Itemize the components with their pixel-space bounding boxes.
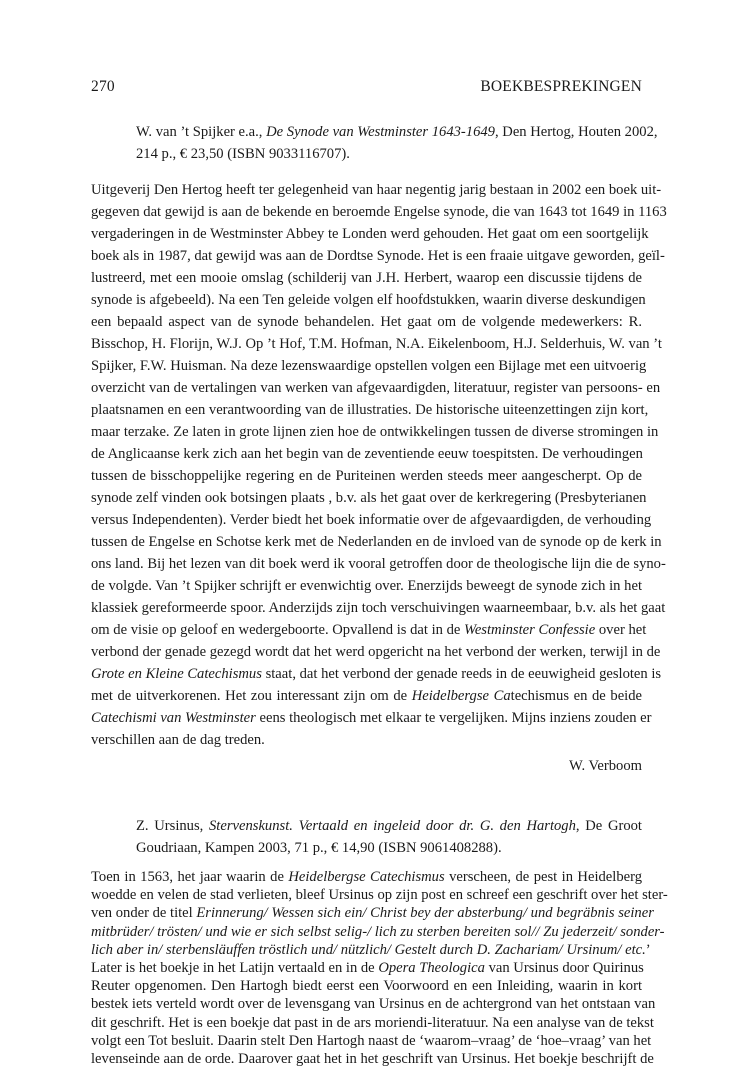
paragraph-line: tussen de Engelse en Schotse kerk met de Nederlanden en de invloed van de synode op de kerk in <box>91 534 662 550</box>
paragraph-line: ven onder de titel Erinnerung/ Wessen sich ein/ Christ bey der absterbung/ und begräbnis seiner <box>91 905 654 922</box>
paragraph-line: plaatsnamen en een verantwoording van de illustraties. De historische uiteenzettingen zijn kort, <box>91 402 649 418</box>
paragraph-line: Grote en Kleine Catechismus staat, dat het verbond der genade reeds in de eeuwigheid gesloten is <box>91 666 662 682</box>
paragraph-line: bestek iets verteld wordt over de levensgang van Ursinus en de achtergrond van het ontstaan van <box>91 996 656 1013</box>
paragraph-line: Spijker, F.W. Huisman. Na deze lezenswaardige opstellen volgen een Bijlage met een uitvoerig <box>91 358 647 374</box>
paragraph-line: Uitgeverij Den Hertog heeft ter gelegenheid van haar negentig jarig bestaan in 2002 een boek uit- <box>91 182 662 198</box>
paragraph-line: woedde en velen de stad verlieten, bleef Ursinus op zijn post en schreef een geschrift over het ster- <box>91 887 668 904</box>
paragraph-line: vergaderingen in de Westminster Abbey te Londen werd gehouden. Het gaat om een soortgelijk <box>91 226 649 242</box>
paragraph-line: maar terzake. Ze laten in grote lijnen zien hoe de ontwikkelingen tussen de diverse stromingen in <box>91 424 659 440</box>
page-number: 270 <box>91 78 115 95</box>
review-1-citation-line: W. van ’t Spijker e.a., De Synode van Westminster 1643-1649, Den Hertog, Houten 2002, <box>136 124 658 140</box>
paragraph-line: verbond der genade gezegd wordt dat het werd opgericht na het verbond der werken, terwijl in de <box>91 644 661 660</box>
paragraph-line: ons land. Bij het lezen van dit boek werd ik vooral getroffen door de theologische lijn die de syno- <box>91 556 666 572</box>
paragraph-line: lich aber in/ sterbensläuffen tröstlich und/ nützlich/ Gestelt durch D. Zachariam/ Ursinum/ etc.’ <box>91 941 651 958</box>
paragraph-line: lustreerd, met een mooie omslag (schilderij van J.H. Herbert, waarop een discussie tijdens de <box>91 270 642 286</box>
paragraph-line: tussen de bisschoppelijke regering en de Puriteinen werden steeds meer aangescherpt. Op de <box>91 468 642 484</box>
paragraph-line: boek als in 1987, dat gewijd was aan de Dordtse Synode. Het is een fraaie uitgave geworden, geïl- <box>91 248 665 264</box>
running-header <box>91 78 642 96</box>
paragraph-line: Bisschop, H. Florijn, W.J. Op ’t Hof, T.M. Hofman, N.A. Eikelenboom, H.J. Selderhuis, W. van ’t <box>91 336 662 352</box>
paragraph-line: dit geschrift. Het is een boekje dat past in de ars moriendi-literatuur. Na een analyse van de tekst <box>91 1014 654 1031</box>
section-title: BOEKBESPREKINGEN <box>480 78 642 95</box>
paragraph-line: levenseinde aan de orde. Daarover gaat het in het geschrift van Ursinus. Het boekje beschrijft de <box>91 1051 654 1067</box>
reviewer-signature: W. Verboom <box>569 758 642 774</box>
paragraph-line: Later is het boekje in het Latijn vertaald en in de Opera Theologica van Ursinus door Quirinus <box>91 960 644 976</box>
paragraph-line: gegeven dat gewijd is aan de bekende en beroemde Engelse synode, die van 1643 tot 1649 in 1163 <box>91 204 667 220</box>
paragraph-line: volgt een Tot besluit. Daarin stelt Den Hartogh naast de ‘waarom–vraag’ de ‘hoe–vraag’ van het <box>91 1032 652 1049</box>
paragraph-line: Reuter opgenomen. Den Hartogh biedt eerst een Voorwoord en een Inleiding, waarin in kort <box>91 978 642 995</box>
paragraph-line: versus Independenten). Verder biedt het boek informatie over de afgevaardigden, de verhouding <box>91 512 652 528</box>
paragraph-line: de Anglicaanse kerk zich aan het begin van de zeventiende eeuw toespitsten. De verhoudingen <box>91 446 643 462</box>
review-2-citation-line: Z. Ursinus, Stervenskunst. Vertaald en ingeleid door dr. G. den Hartogh, De Groot <box>136 818 642 834</box>
paragraph-line: overzicht van de vertalingen van werken van afgevaardigden, literatuur, register van persoons- en <box>91 380 661 396</box>
paragraph-line: Catechismi van Westminster eens theologisch met elkaar te vergelijken. Mijns inziens zouden er <box>91 710 652 726</box>
paragraph-line: om de visie op geloof en wedergeboorte. Opvallend is dat in de Westminster Confessie over het <box>91 622 647 638</box>
paragraph-line: de volgde. Van ’t Spijker schrijft er evenwichtig over. Enerzijds beweegt de synode zich in het <box>91 578 642 594</box>
review-2-citation-line: Goudriaan, Kampen 2003, 71 p., € 14,90 (ISBN 9061408288). <box>136 840 502 856</box>
paragraph-line: mitbrüder/ trösten/ und wie er sich selbst selig-/ lich zu sterben bereiten sol// Zu jederzeit/ sonder- <box>91 923 665 940</box>
paragraph-line: verschillen aan de dag treden. <box>91 732 265 748</box>
paragraph-line: met de uitverkorenen. Het zou interessant zijn om de Heidelbergse Catechismus en de beide <box>91 688 642 704</box>
paragraph-line: klassiek gereformeerde spoor. Anderzijds zijn toch verschuivingen waarneembaar, b.v. als het gaat <box>91 600 666 616</box>
paragraph-line: synode is afgebeeld). Na een Ten geleide volgen elf hoofdstukken, waarin diverse deskundigen <box>91 292 646 308</box>
paragraph-line: Toen in 1563, het jaar waarin de Heidelbergse Catechismus verscheen, de pest in Heidelberg <box>91 869 642 885</box>
review-1-citation-line: 214 p., € 23,50 (ISBN 9033116707). <box>136 146 350 162</box>
paragraph-line: een bepaald aspect van de synode behandelen. Het gaat om de volgende medewerkers: R. <box>91 314 642 330</box>
paragraph-line: synode zelf vinden ook botsingen plaats , b.v. als het gaat over de kerkregering (Presbyterianen <box>91 490 647 506</box>
